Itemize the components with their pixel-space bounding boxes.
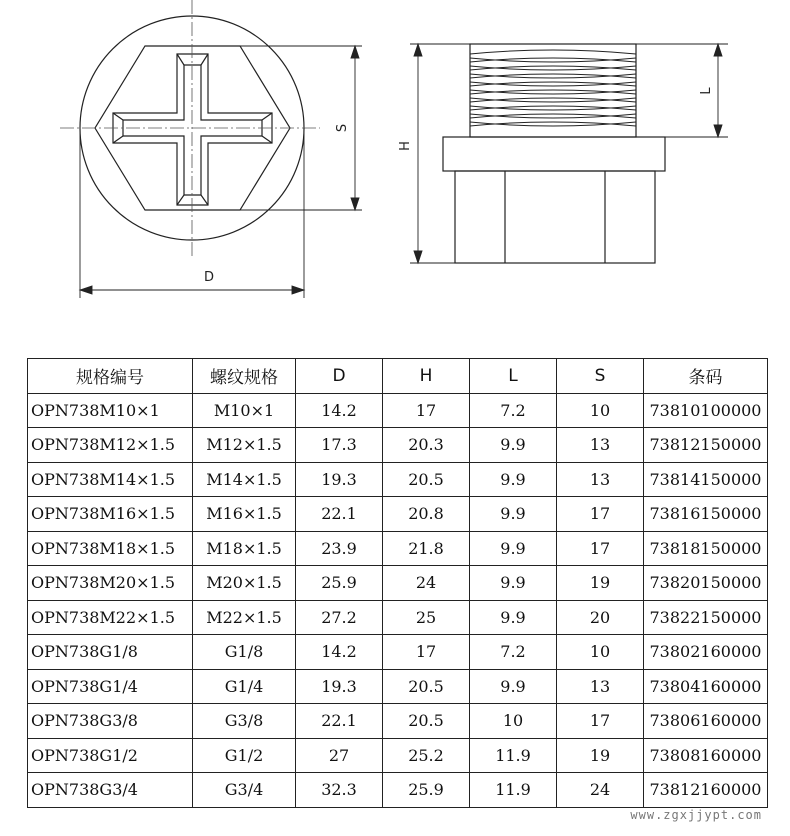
cell-d: 23.9 <box>296 531 383 566</box>
cell-barcode: 73818150000 <box>644 531 768 566</box>
cell-barcode: 73802160000 <box>644 635 768 670</box>
cell-thread: G3/4 <box>193 773 296 808</box>
cell-d: 17.3 <box>296 428 383 463</box>
cell-model: OPN738M16×1.5 <box>28 497 193 532</box>
cell-barcode: 73812160000 <box>644 773 768 808</box>
table-row <box>28 669 768 704</box>
cell-s: 20 <box>557 600 644 635</box>
cell-d: 14.2 <box>296 393 383 428</box>
cell-model: OPN738M14×1.5 <box>28 462 193 497</box>
cell-l: 9.9 <box>470 600 557 635</box>
cell-model: OPN738M22×1.5 <box>28 600 193 635</box>
cell-l: 9.9 <box>470 531 557 566</box>
cell-h: 24 <box>383 566 470 601</box>
cross-slot <box>113 54 272 205</box>
cell-thread: M14×1.5 <box>193 462 296 497</box>
cell-l: 7.2 <box>470 635 557 670</box>
cell-l: 9.9 <box>470 497 557 532</box>
cell-s: 13 <box>557 669 644 704</box>
cell-thread: M20×1.5 <box>193 566 296 601</box>
label-h: H <box>398 141 413 151</box>
cell-h: 20.3 <box>383 428 470 463</box>
cell-model: OPN738G1/8 <box>28 635 193 670</box>
cell-thread: G1/4 <box>193 669 296 704</box>
table-row <box>28 497 768 532</box>
cell-h: 20.5 <box>383 704 470 739</box>
watermark: www.zgxjjypt.com <box>630 808 762 822</box>
cell-h: 21.8 <box>383 531 470 566</box>
table-row <box>28 531 768 566</box>
label-l: L <box>699 87 714 95</box>
cell-h: 17 <box>383 635 470 670</box>
cell-d: 19.3 <box>296 462 383 497</box>
cell-s: 17 <box>557 531 644 566</box>
table-row <box>28 773 768 808</box>
cell-s: 17 <box>557 497 644 532</box>
cell-barcode: 73808160000 <box>644 738 768 773</box>
cell-thread: G1/2 <box>193 738 296 773</box>
cell-thread: M22×1.5 <box>193 600 296 635</box>
cell-model: OPN738M10×1 <box>28 393 193 428</box>
header-d: D <box>296 359 383 394</box>
cell-s: 10 <box>557 635 644 670</box>
cell-s: 13 <box>557 462 644 497</box>
cell-d: 19.3 <box>296 669 383 704</box>
table-row <box>28 738 768 773</box>
collar <box>443 137 665 171</box>
cell-l: 9.9 <box>470 669 557 704</box>
cell-d: 27.2 <box>296 600 383 635</box>
cell-model: OPN738M12×1.5 <box>28 428 193 463</box>
table-row <box>28 600 768 635</box>
cell-barcode: 73814150000 <box>644 462 768 497</box>
cell-s: 17 <box>557 704 644 739</box>
table-row <box>28 566 768 601</box>
cell-h: 25.2 <box>383 738 470 773</box>
table-row <box>28 428 768 463</box>
cell-model: OPN738M20×1.5 <box>28 566 193 601</box>
cell-h: 20.5 <box>383 669 470 704</box>
cell-barcode: 73820150000 <box>644 566 768 601</box>
cell-l: 11.9 <box>470 738 557 773</box>
cell-thread: M18×1.5 <box>193 531 296 566</box>
cell-model: OPN738G1/4 <box>28 669 193 704</box>
cell-h: 20.8 <box>383 497 470 532</box>
table-row <box>28 393 768 428</box>
label-s: S <box>335 123 350 133</box>
header-l: L <box>470 359 557 394</box>
cell-l: 9.9 <box>470 428 557 463</box>
cell-barcode: 73812150000 <box>644 428 768 463</box>
cell-barcode: 73806160000 <box>644 704 768 739</box>
cell-d: 25.9 <box>296 566 383 601</box>
cell-s: 19 <box>557 738 644 773</box>
header-barcode: 条码 <box>644 359 768 394</box>
cell-s: 24 <box>557 773 644 808</box>
header-h: H <box>383 359 470 394</box>
cell-s: 19 <box>557 566 644 601</box>
cell-d: 22.1 <box>296 497 383 532</box>
hex-body <box>455 171 655 263</box>
cell-l: 9.9 <box>470 462 557 497</box>
cell-h: 25.9 <box>383 773 470 808</box>
technical-drawing <box>0 0 790 340</box>
cell-thread: M10×1 <box>193 393 296 428</box>
cell-thread: G3/8 <box>193 704 296 739</box>
cell-barcode: 73804160000 <box>644 669 768 704</box>
cell-barcode: 73810100000 <box>644 393 768 428</box>
table-row <box>28 704 768 739</box>
cell-l: 9.9 <box>470 566 557 601</box>
cell-barcode: 73822150000 <box>644 600 768 635</box>
label-d: D <box>204 270 215 285</box>
cell-h: 20.5 <box>383 462 470 497</box>
spec-table <box>27 358 768 808</box>
header-model: 规格编号 <box>28 359 193 394</box>
cell-d: 14.2 <box>296 635 383 670</box>
cell-h: 25 <box>383 600 470 635</box>
header-thread: 螺纹规格 <box>193 359 296 394</box>
cell-d: 22.1 <box>296 704 383 739</box>
table-row <box>28 635 768 670</box>
header-s: S <box>557 359 644 394</box>
cell-model: OPN738G3/4 <box>28 773 193 808</box>
cell-s: 13 <box>557 428 644 463</box>
cell-model: OPN738G3/8 <box>28 704 193 739</box>
cell-model: OPN738G1/2 <box>28 738 193 773</box>
cell-thread: M12×1.5 <box>193 428 296 463</box>
table-header-row <box>28 359 768 394</box>
cell-model: OPN738M18×1.5 <box>28 531 193 566</box>
cell-l: 10 <box>470 704 557 739</box>
cell-h: 17 <box>383 393 470 428</box>
cell-s: 10 <box>557 393 644 428</box>
cell-barcode: 73816150000 <box>644 497 768 532</box>
cell-thread: G1/8 <box>193 635 296 670</box>
cell-d: 32.3 <box>296 773 383 808</box>
cell-l: 11.9 <box>470 773 557 808</box>
table-row <box>28 462 768 497</box>
cell-d: 27 <box>296 738 383 773</box>
cell-l: 7.2 <box>470 393 557 428</box>
cell-thread: M16×1.5 <box>193 497 296 532</box>
thread-lines <box>470 50 636 126</box>
